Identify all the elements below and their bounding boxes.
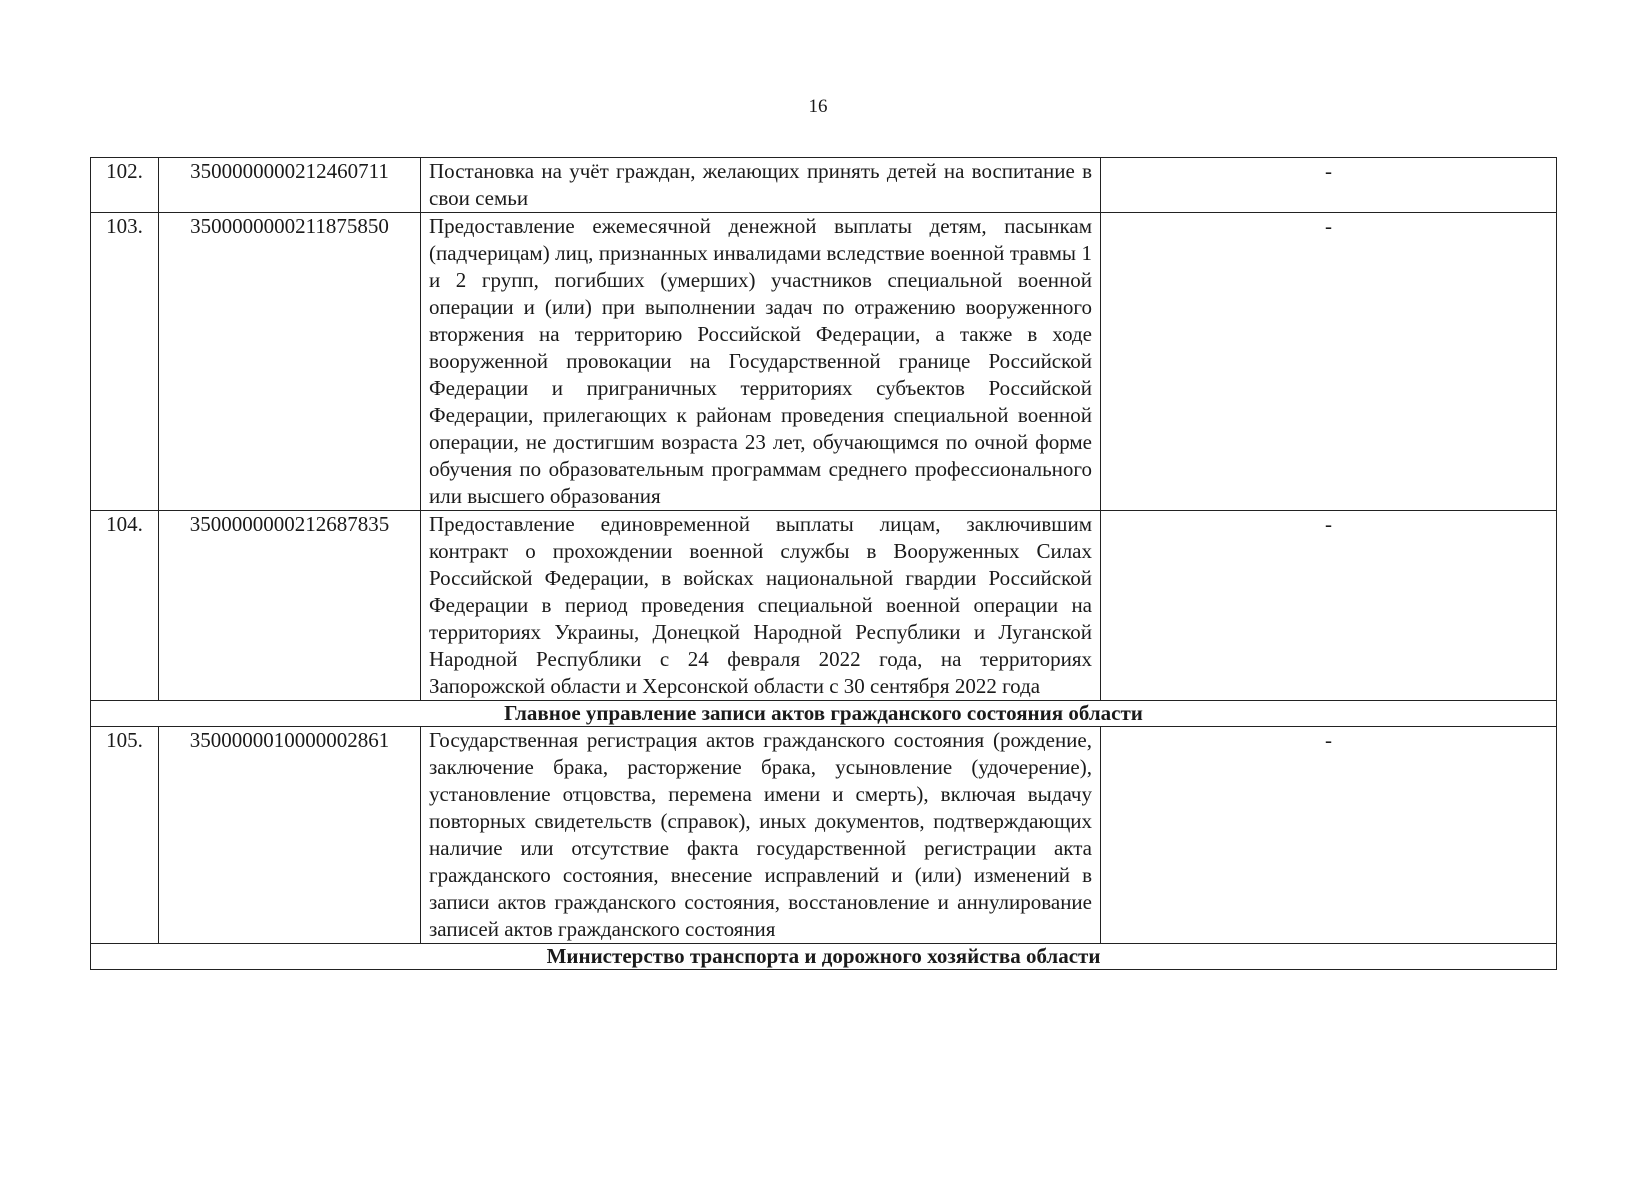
service-code: 3500000000212687835 [159, 511, 421, 701]
service-code: 3500000000212460711 [159, 158, 421, 213]
service-note: - [1101, 511, 1557, 701]
section-title: Главное управление записи актов гражданского состояния области [91, 701, 1557, 727]
row-number: 103. [91, 213, 159, 511]
service-code: 3500000000211875850 [159, 213, 421, 511]
service-name: Предоставление единовременной выплаты лицам, заключившим контракт о прохождении военной службы в Вооруженных Силах Российской Федерации, в войсках национальной гвардии Российской Федерации в период проведения специальной военной операции на территориях Украины, Донецкой Народной Республики и Луганской Народной Республики с 24 февраля 2022 года, на территориях Запорожской области и Херсонской области с 30 сентября 2022 года [421, 511, 1101, 701]
table-row [91, 158, 1557, 213]
service-note: - [1101, 727, 1557, 944]
table-row [91, 511, 1557, 701]
row-number: 104. [91, 511, 159, 701]
table-row [91, 727, 1557, 944]
services-table [90, 157, 1557, 970]
service-note: - [1101, 158, 1557, 213]
row-number: 105. [91, 727, 159, 944]
section-header-row [91, 944, 1557, 970]
service-name: Государственная регистрация актов гражданского состояния (рождение, заключение брака, расторжение брака, усыновление (удочерение), установление отцовства, перемена имени и смерть), включая выдачу повторных свидетельств (справок), иных документов, подтверждающих наличие или отсутствие факта государственной регистрации акта гражданского состояния, внесение исправлений и (или) изменений в записи актов гражданского состояния, восстановление и аннулирование записей актов гражданского состояния [421, 727, 1101, 944]
service-name: Предоставление ежемесячной денежной выплаты детям, пасынкам (падчерицам) лиц, признанных инвалидами вследствие военной травмы 1 и 2 групп, погибших (умерших) участников специальной военной операции и (или) при выполнении задач по отражению вооруженного вторжения на территорию Российской Федерации, а также в ходе вооруженной провокации на Государственной границе Российской Федерации и приграничных территориях субъектов Российской Федерации, прилегающих к районам проведения специальной военной операции, не достигшим возраста 23 лет, обучающимся по очной форме обучения по образовательным программам среднего профессионального или высшего образования [421, 213, 1101, 511]
table-row [91, 213, 1557, 511]
service-name: Постановка на учёт граждан, желающих принять детей на воспитание в свои семьи [421, 158, 1101, 213]
service-code: 3500000010000002861 [159, 727, 421, 944]
page-number: 16 [808, 96, 828, 117]
section-title: Министерство транспорта и дорожного хозяйства области [91, 944, 1557, 970]
row-number: 102. [91, 158, 159, 213]
service-note: - [1101, 213, 1557, 511]
section-header-row [91, 701, 1557, 727]
